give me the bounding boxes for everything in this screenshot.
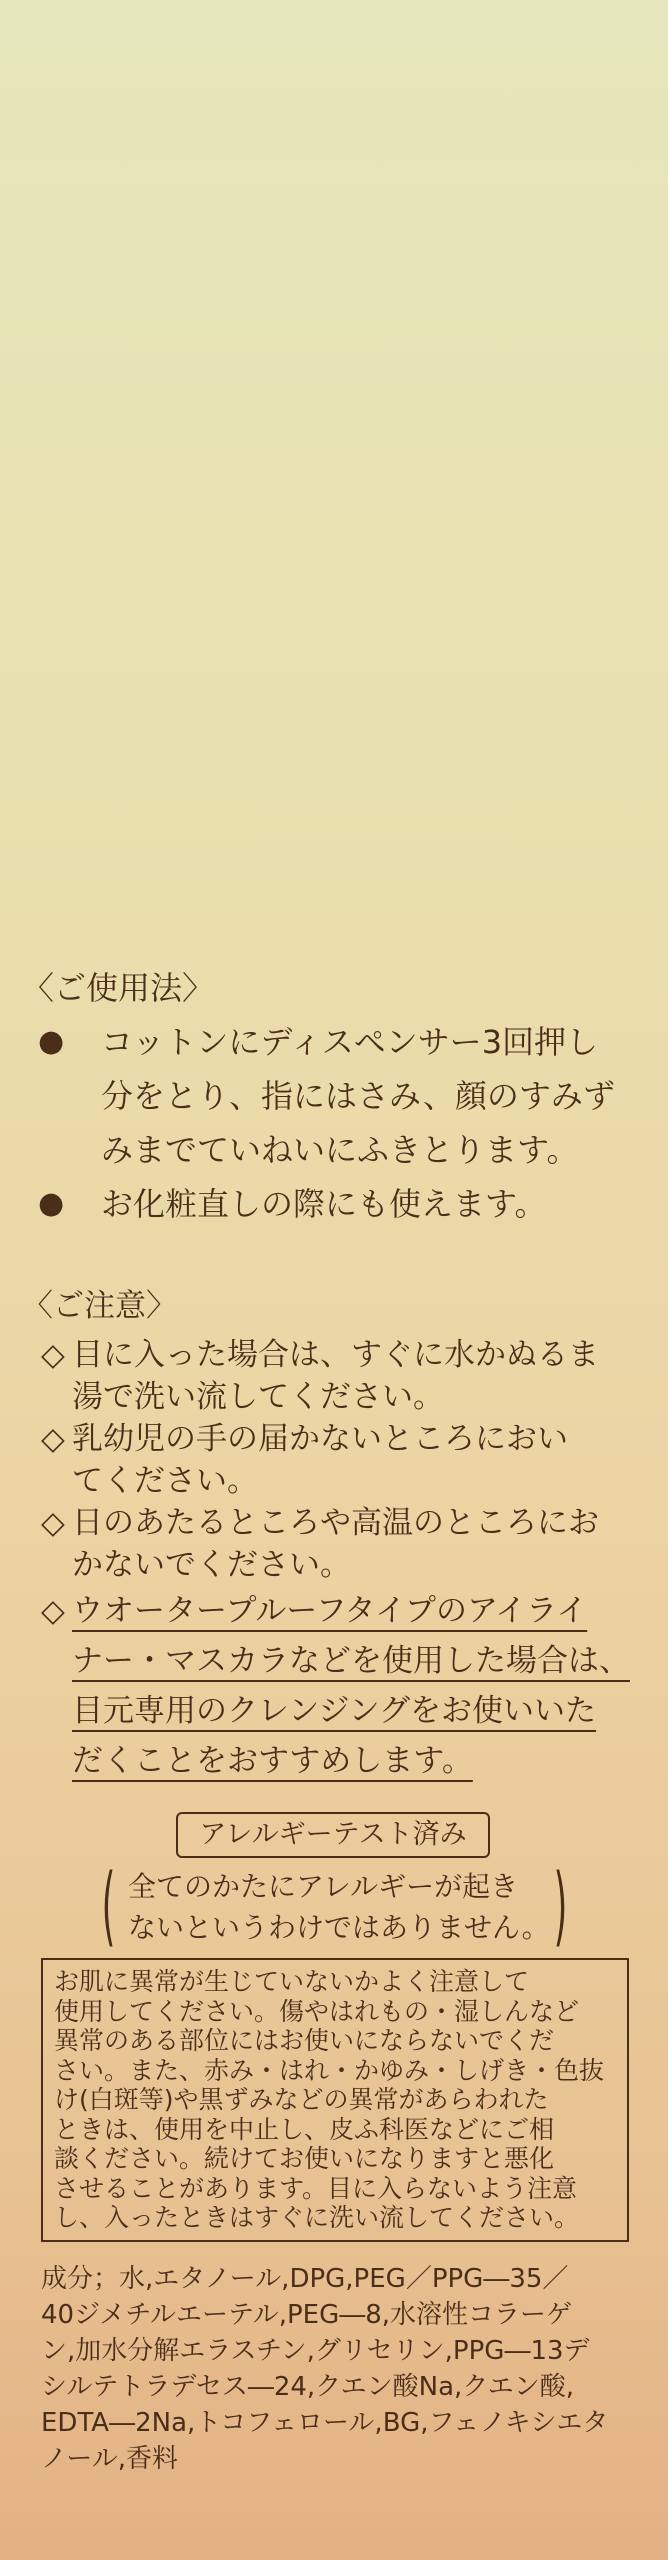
notice-line: お肌に異常が生じていないかよく注意して [54, 1967, 530, 1996]
caution-line: 乳幼児の手の届かないところにおい [72, 1421, 568, 1457]
caution-line: 目に入った場合は、すぐに水かぬるま [72, 1337, 599, 1373]
notice-line: 異常のある部位にはお使いにならないでくだ [54, 2026, 555, 2055]
caution-item [0, 1502, 668, 1586]
notice-line: さい。また、赤み・はれ・かゆみ・しげき・色抜 [54, 2055, 605, 2085]
caution-line: 日のあたるところや高温のところにお [72, 1505, 599, 1541]
usage-instructions [0, 961, 668, 1231]
ingredients-list [0, 2261, 668, 2477]
notice-line: け(白斑等)や黒ずみなどの異常があらわれた [54, 2085, 549, 2114]
ingredient-line: EDTA―2Na,トコフェロール,BG,フェノキシエタ [41, 2408, 609, 2438]
usage-line: コットンにディスペンサー3回押し [101, 1023, 599, 1061]
allergy-tested-badge [176, 1812, 490, 1858]
caution-line: てください。 [72, 1463, 258, 1499]
diamond-bullet-icon: ◇ [41, 1593, 65, 1629]
caution-item-text [72, 1586, 630, 1786]
usage-heading: 〈ご使用法〉 [22, 969, 215, 1007]
caution-item-text [72, 1502, 599, 1586]
notice-line: 使用してください。傷やはれもの・湿しんなど [54, 1996, 580, 2026]
usage-item [0, 1177, 668, 1231]
caution-item [0, 1334, 668, 1418]
usage-line: みまでていねいにふきとります。 [101, 1131, 579, 1169]
notice-line: し、入ったときはすぐに洗い流してください。 [54, 2203, 580, 2232]
caution-item [0, 1418, 668, 1502]
ingredient-line: ノール,香料 [41, 2444, 178, 2474]
caution-line: 目元専用のクレンジングをお使いいた [72, 1693, 597, 1729]
caution-item-text [72, 1418, 568, 1502]
open-parenthesis: ( [101, 1857, 116, 1957]
usage-item-text [101, 1015, 615, 1177]
cautions [0, 1283, 668, 1786]
caution-item-text [72, 1334, 599, 1418]
ingredient-line: シルテトラデセス―24,クエン酸Na,クエン酸, [41, 2372, 575, 2402]
usage-line: お化粧直しの際にも使えます。 [101, 1185, 547, 1223]
caution-line: かないでください。 [72, 1547, 351, 1583]
allergy-tested-label: アレルギーテスト済み [199, 1819, 467, 1850]
caution-line: だくことをおすすめします。 [72, 1743, 473, 1779]
allergy-note [0, 1857, 668, 1957]
caution-line: ナー・マスカラなどを使用した場合は、 [72, 1643, 630, 1679]
notice-line: 談ください。続けてお使いになりますと悪化 [54, 2144, 555, 2173]
notice-line: させることがあります。目に入らないよう注意 [54, 2173, 578, 2203]
ingredient-line: 成分；水,エタノール,DPG,PEG／PPG―35／ [41, 2264, 569, 2294]
allergy-note-line: ないというわけではありません。 [128, 1911, 550, 1944]
close-parenthesis: ) [553, 1857, 568, 1957]
allergy-note-line: 全てのかたにアレルギーが起き [128, 1870, 519, 1903]
usage-line: 分をとり、指にはさみ、顔のすみず [101, 1077, 615, 1115]
caution-item-underlined [0, 1586, 668, 1786]
allergy-note-text [128, 1866, 550, 1948]
caution-line: ウオータープルーフタイプのアイライ [72, 1593, 588, 1629]
ingredient-line: 40ジメチルエーテル,PEG―8,水溶性コラーゲ [41, 2300, 573, 2330]
cautions-heading: 〈ご注意〉 [22, 1288, 177, 1324]
bullet-icon: ● [38, 1024, 65, 1059]
ingredient-line: ン,加水分解エラスチン,グリセリン,PPG―13デ [41, 2336, 590, 2366]
diamond-bullet-icon: ◇ [41, 1421, 65, 1457]
caution-line: 湯で洗い流してください。 [72, 1379, 444, 1415]
usage-item [0, 1015, 668, 1177]
diamond-bullet-icon: ◇ [41, 1337, 65, 1373]
skin-notice-box [41, 1958, 629, 2242]
usage-item-text [101, 1177, 546, 1231]
notice-line: ときは、使用を中止し、皮ふ科医などにご相 [54, 2114, 555, 2144]
bullet-icon: ● [38, 1186, 65, 1221]
diamond-bullet-icon: ◇ [41, 1505, 65, 1541]
skin-notice-text [54, 1967, 604, 2233]
